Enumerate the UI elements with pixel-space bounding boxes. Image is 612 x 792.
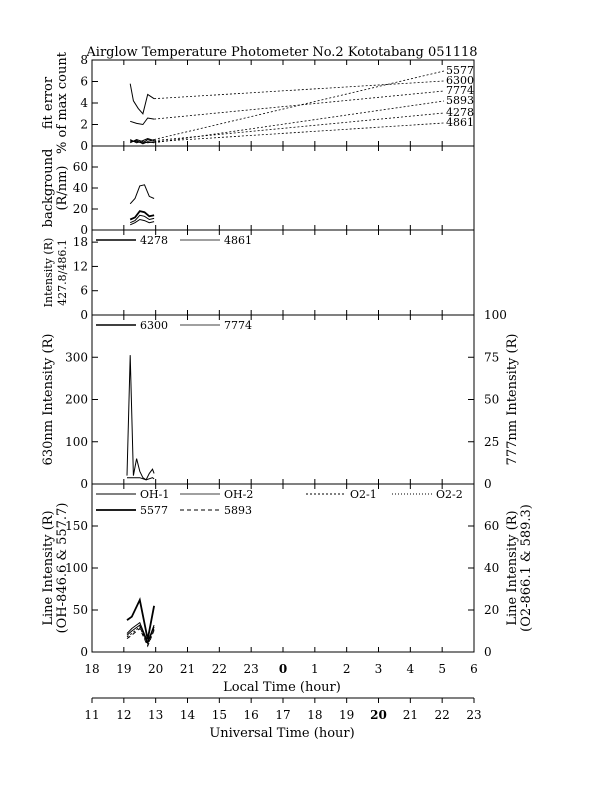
y-right-tick-label: 25 [484,434,500,449]
series-label-5577: 5577 [446,64,474,77]
plot-area [41,51,534,722]
series-label-4861: 4861 [446,116,474,129]
y-tick-label: 0 [80,645,88,659]
y-right-tick-label: 50 [484,392,500,407]
series-line-bg-4 [130,220,154,225]
y-tick-label: 20 [72,202,88,216]
leader-line [154,81,444,99]
y-tick-label: 300 [65,350,88,365]
legend-label-OH-1: OH-1 [140,488,170,501]
local-time-tick: 20 [148,662,164,676]
y-tick-label: 150 [65,519,88,533]
leader-line [154,123,444,142]
universal-time-tick: 17 [275,708,291,722]
y-tick-label: 6 [80,74,88,89]
series-label-5893: 5893 [446,94,474,107]
series-label-4278: 4278 [446,106,474,119]
y-axis-title: (OH-846.6 & 557.7) [55,502,70,634]
panel-frame-intensity_630_777 [92,315,474,484]
y-tick-label: 6 [80,283,88,298]
y-tick-label: 50 [72,603,88,617]
y-axis-title: Intensity (R) [42,237,55,308]
legend-label-O2-1: O2-1 [350,488,377,501]
local-time-tick: 21 [179,662,196,676]
series-line-7774 [130,118,154,125]
series-label-7774: 7774 [446,84,474,97]
y-tick-label: 60 [72,160,88,174]
series-line-6300 [127,355,154,480]
local-time-tick: 1 [311,662,319,676]
series-line-6300 [130,84,154,114]
universal-time-tick: 16 [243,708,259,722]
leader-line [154,113,444,141]
universal-time-tick: 19 [339,708,355,722]
universal-time-tick: 22 [434,708,450,722]
local-time-tick: 0 [278,662,288,676]
universal-time-tick: 14 [179,708,196,722]
local-time-tick: 5 [438,662,446,676]
y-right-axis-title: Line Intensity (R) [505,510,520,626]
legend-label-5893: 5893 [224,504,252,517]
y-axis-title: 427.8/486.1 [56,239,69,306]
y-tick-label: 0 [80,477,88,491]
legend-label-5577: 5577 [140,504,168,517]
y-tick-label: 12 [72,259,88,274]
local-time-tick: 22 [211,662,227,676]
universal-time-tick: 18 [307,708,323,722]
legend-label-6300: 6300 [140,319,168,332]
y-tick-label: 18 [72,235,88,250]
y-right-tick-label: 0 [484,477,492,491]
y-right-axis-title: (O2-866.1 & 589.3) [519,504,534,632]
y-tick-label: 0 [80,308,88,322]
y-tick-label: 2 [80,117,88,132]
leader-line [154,91,444,119]
legend-label-O2-2: O2-2 [436,488,463,501]
y-axis-title: Line Intensity (R) [41,510,56,626]
legend-label-7774: 7774 [224,319,252,332]
y-tick-label: 8 [80,53,88,67]
y-tick-label: 4 [80,96,88,110]
series-line-bg-1 [130,185,154,204]
y-axis-title: (R/nm) [55,165,70,211]
y-right-tick-label: 40 [484,561,500,575]
y-tick-label: 200 [65,392,88,407]
y-right-tick-label: 60 [484,519,500,533]
local-time-tick: 3 [374,662,383,676]
y-axis-title: % of max count [55,52,70,154]
chart-title: Airglow Temperature Photometer No.2 Kototabang 051118 [86,45,478,60]
local-time-label: Local Time (hour) [223,680,341,695]
y-tick-label: 0 [80,223,88,237]
y-right-tick-label: 100 [484,308,507,322]
y-tick-label: 0 [80,139,88,153]
y-right-tick-label: 0 [484,645,492,659]
y-axis-title: fit error [41,76,56,130]
y-right-tick-label: 20 [484,603,500,617]
universal-time-tick: 20 [370,708,387,722]
y-tick-label: 100 [65,561,88,575]
local-time-tick: 18 [84,662,100,676]
y-right-axis-title: 777nm Intensity (R) [505,333,520,466]
y-tick-label: 40 [72,181,88,195]
series-line-6300-b [127,478,154,480]
universal-time-tick: 23 [466,708,482,722]
y-axis-title: 630nm Intensity (R) [41,333,56,466]
legend-label-4861: 4861 [224,234,252,247]
universal-time-tick: 13 [148,708,164,722]
local-time-tick: 4 [406,662,415,676]
legend-label-OH-2: OH-2 [224,488,254,501]
leader-line [154,101,444,143]
local-time-tick: 2 [342,662,351,676]
legend-label-4278: 4278 [140,234,168,247]
local-time-tick: 19 [116,662,132,676]
panel-frame-background [92,146,474,230]
universal-time-tick: 21 [402,708,418,722]
universal-time-label: Universal Time (hour) [209,726,355,741]
local-time-tick: 6 [470,662,478,676]
universal-time-tick: 15 [211,708,227,722]
local-time-tick: 23 [243,662,259,676]
y-right-tick-label: 75 [484,350,500,365]
y-axis-title: background [41,148,56,228]
y-tick-label: 100 [65,434,88,449]
universal-time-tick: 12 [116,708,132,722]
series-label-6300: 6300 [446,74,474,87]
universal-time-tick: 11 [84,708,100,722]
